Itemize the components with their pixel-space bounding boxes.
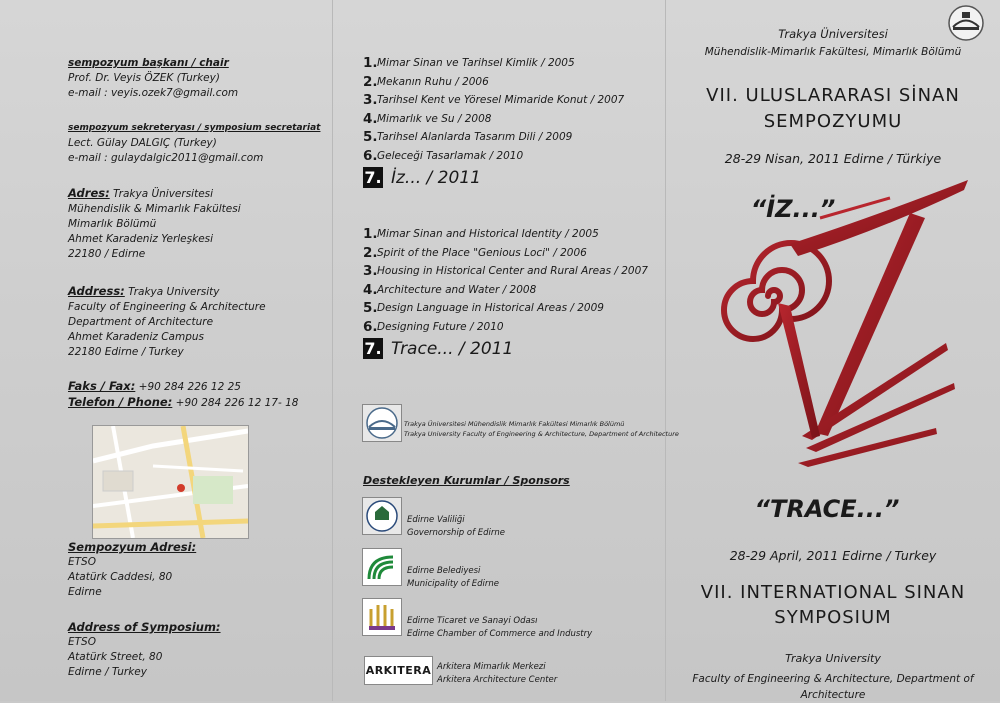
faculty-logo	[362, 404, 402, 442]
list-item: 5. Tarihsel Alanlarda Tasarım Dili / 2009	[363, 129, 573, 146]
address-en-label: Address:	[68, 284, 125, 298]
chair-block	[68, 56, 238, 101]
list-item: 4. Architecture and Water / 2008	[363, 281, 537, 298]
phone-block	[68, 379, 298, 411]
secretary-name: Lect. Gülay DALGIÇ (Turkey)	[68, 137, 217, 149]
history-list-tr	[363, 54, 624, 188]
address-en-line: 22180 Edirne / Turkey	[68, 346, 184, 358]
chair-name: Prof. Dr. Veyis ÖZEK (Turkey)	[68, 72, 220, 84]
history-list-en	[363, 225, 648, 359]
venue-en-line: ETSO	[68, 636, 96, 648]
current-edition-en: 7. Trace... / 2011	[364, 338, 514, 359]
trace-logo-icon	[720, 178, 970, 498]
map-image	[93, 426, 248, 538]
fax-value: +90 284 226 12 25	[138, 381, 241, 393]
secretary-block	[68, 121, 320, 166]
municipality-logo	[362, 548, 402, 586]
title-tr-line2: SEMPOZYUMU	[763, 111, 903, 132]
secretary-label: sempozyum sekreteryası / symposium secretariat	[68, 123, 321, 133]
university-en: Trakya University	[785, 652, 881, 665]
date-en: 28-29 April, 2011 Edirne / Turkey	[729, 548, 937, 563]
title-en-line2: SYMPOSIUM	[774, 607, 892, 628]
list-item: 3. Tarihsel Kent ve Yöresel Mimaride Konut / 2007	[363, 92, 625, 109]
current-edition-tr: 7. İz... / 2011	[364, 167, 481, 188]
chair-email[interactable]: e-mail : veyis.ozek7@gmail.com	[68, 87, 239, 99]
list-item: 1. Mimar Sinan ve Tarihsel Kimlik / 2005	[363, 55, 575, 72]
sponsor-item: Edirne Ticaret ve Sanayi Odası Edirne Chamber of Commerce and Industry	[407, 616, 593, 639]
sponsor-item: Edirne Valiliği Governorship of Edirne	[407, 515, 506, 538]
address-en-first: Trakya University	[128, 286, 220, 298]
phone-label: Telefon / Phone:	[68, 395, 173, 409]
address-tr-block	[68, 186, 241, 262]
address-en-line: Faculty of Engineering & Architecture	[68, 301, 266, 313]
theme-en: “TRACE...”	[754, 495, 900, 523]
chamber-icon	[363, 599, 401, 635]
address-tr-line: Ahmet Karadeniz Yerleşkesi	[68, 233, 214, 245]
address-en-block	[68, 284, 266, 360]
title-en-line1: VII. INTERNATIONAL SINAN	[700, 582, 966, 603]
municipality-icon	[363, 549, 401, 585]
faculty-logo-caption: Trakya Üniversitesi Mühendislik Mimarlık Fakültesi Mimarlık Bölümü Trakya University Faculty of Engineering & Architecture, Department of Architecture	[404, 420, 679, 438]
list-item: 2. Spirit of the Place "Genious Loci" / 2006	[363, 244, 587, 261]
chamber-logo	[362, 598, 402, 636]
address-tr-line: Mühendislik & Mimarlık Fakültesi	[68, 203, 241, 215]
list-item: 3. Housing in Historical Center and Rural Areas / 2007	[363, 263, 648, 280]
chair-label: sempozyum başkanı / chair	[68, 57, 229, 69]
venue-en-block	[68, 620, 221, 680]
address-tr-label: Adres:	[68, 186, 110, 200]
address-tr-line: 22180 / Edirne	[68, 248, 146, 260]
address-en-line: Department of Architecture	[68, 316, 214, 328]
title-tr-line1: VII. ULUSLARARASI SİNAN	[706, 85, 960, 106]
sponsor-item: Arkitera Mimarlık Merkezi Arkitera Architecture Center	[437, 662, 558, 685]
venue-tr-line: ETSO	[68, 556, 96, 568]
secretary-email[interactable]: e-mail : gulaydalgic2011@gmail.com	[68, 152, 264, 164]
venue-en-line: Edirne / Turkey	[68, 666, 147, 678]
location-map[interactable]	[92, 425, 249, 539]
list-item: 5. Design Language in Historical Areas / 2009	[363, 300, 604, 317]
address-tr-line: Mimarlık Bölümü	[68, 218, 157, 230]
symposium-logo	[720, 178, 970, 498]
fax-label: Faks / Fax:	[68, 379, 136, 393]
governorship-logo	[362, 497, 402, 535]
venue-en-line: Atatürk Street, 80	[68, 651, 163, 663]
faculty-tr: Mühendislik-Mimarlık Fakültesi, Mimarlık Bölümü	[704, 46, 962, 58]
venue-tr-label: Sempozyum Adresi:	[68, 540, 197, 554]
venue-tr-line: Edirne	[68, 586, 102, 598]
bridge-logo-icon	[363, 405, 401, 441]
address-tr-first: Trakya Üniversitesi	[113, 188, 214, 200]
arkitera-logo: ARKITERA	[364, 656, 433, 685]
list-item: 6. Geleceği Tasarlamak / 2010	[363, 147, 524, 164]
venue-en-label: Address of Symposium:	[68, 620, 221, 634]
venue-tr-line: Atatürk Caddesi, 80	[68, 571, 173, 583]
list-item: 2. Mekanın Ruhu / 2006	[363, 73, 489, 90]
university-tr: Trakya Üniversitesi	[778, 27, 888, 41]
sponsors-heading: Destekleyen Kurumlar / Sponsors	[363, 474, 570, 487]
list-item: 4. Mimarlık ve Su / 2008	[363, 110, 492, 127]
sponsor-item: Edirne Belediyesi Municipality of Edirne	[407, 566, 500, 589]
phone-value: +90 284 226 12 17- 18	[175, 397, 299, 409]
governorship-icon	[363, 498, 401, 534]
list-item: 1. Mimar Sinan and Historical Identity / 2005	[363, 226, 599, 243]
venue-tr-block	[68, 540, 196, 600]
map-pin-icon	[177, 484, 185, 492]
date-tr: 28-29 Nisan, 2011 Edirne / Türkiye	[724, 151, 942, 166]
address-en-line: Ahmet Karadeniz Campus	[68, 331, 205, 343]
list-item: 6. Designing Future / 2010	[363, 318, 504, 335]
theme-tr: “İZ...”	[750, 195, 836, 223]
faculty-en: Faculty of Engineering & Architecture, Department of Architecture	[692, 673, 974, 701]
